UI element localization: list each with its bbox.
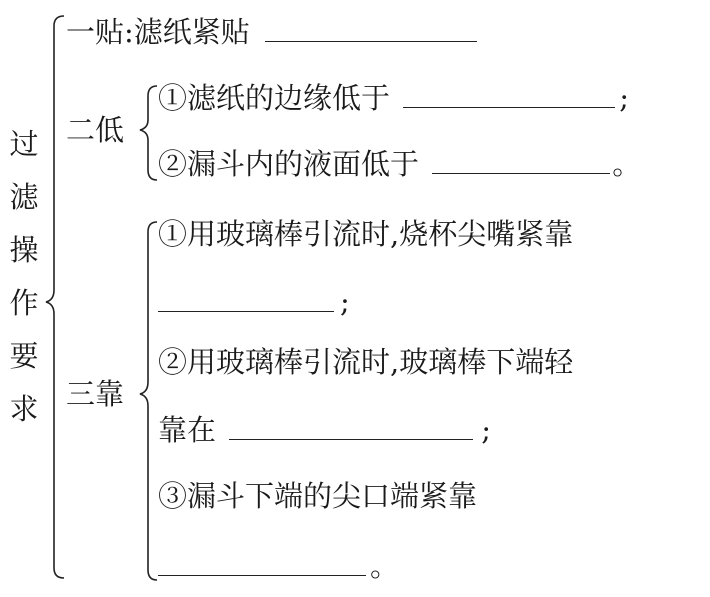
erdi-item-1-end: ;: [619, 81, 630, 115]
erdi-item-1-text: ①滤纸的边缘低于: [158, 81, 391, 115]
sankao-item-2-line2: 靠在: [158, 413, 217, 447]
answer-blank[interactable]: [432, 151, 610, 174]
sankao-item-3-end: 。: [370, 549, 400, 583]
yitie-label: 一贴: [66, 15, 125, 49]
sankao-item-1-cont: [158, 284, 350, 320]
sankao-item-1: ①用玻璃棒引流时,烧杯尖嘴紧靠: [158, 217, 574, 251]
yitie-row: [66, 14, 477, 50]
sankao-item-3-cont: [158, 548, 399, 584]
title-char: 要: [9, 339, 39, 373]
sankao-item-2-cont: [158, 412, 491, 448]
title-char: 求: [9, 392, 39, 426]
answer-blank[interactable]: [403, 85, 615, 108]
sankao-brace: [140, 222, 157, 580]
answer-blank[interactable]: [265, 19, 477, 42]
main-brace: [46, 16, 64, 578]
yitie-text: 滤纸紧贴: [133, 15, 250, 49]
title-char: 过: [9, 127, 39, 161]
erdi-item-2-text: ②漏斗内的液面低于: [158, 147, 420, 181]
erdi-item-1: [158, 80, 629, 116]
yitie-sep: :: [124, 15, 134, 49]
title-char: 滤: [9, 180, 39, 214]
sankao-item-2: ②用玻璃棒引流时,玻璃棒下端轻: [158, 345, 574, 379]
vertical-title: [6, 118, 42, 436]
erdi-label: 二低: [66, 113, 125, 147]
answer-blank[interactable]: [158, 553, 366, 576]
erdi-item-2: [158, 146, 641, 182]
title-char: 作: [9, 286, 39, 320]
erdi-brace: [140, 86, 157, 180]
sankao-item-2-end: ;: [481, 413, 492, 447]
sankao-label: 三靠: [66, 377, 125, 411]
sankao-item-3: ③漏斗下端的尖口端紧靠: [158, 479, 478, 513]
erdi-item-2-end: 。: [612, 147, 642, 181]
title-char: 操: [9, 233, 39, 267]
answer-blank[interactable]: [158, 289, 334, 312]
answer-blank[interactable]: [229, 417, 473, 440]
sankao-item-1-end: ;: [340, 285, 350, 319]
